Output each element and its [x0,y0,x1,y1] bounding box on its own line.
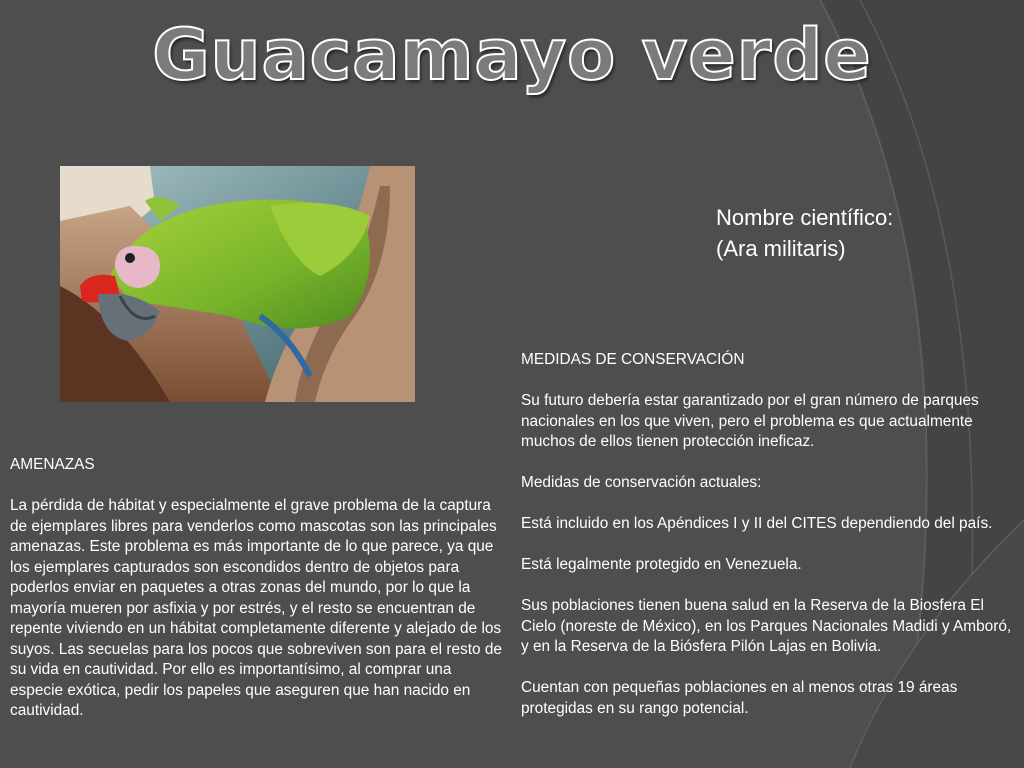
threats-body: La pérdida de hábitat y especialmente el grave problema de la captura de ejemplares libres para venderlos como mascotas son las principales amenazas. Este problema es más importante de lo que parece, ya que los ejemplares capturados son escondidos dentro de objetos para poderlos enviar en paquetes a otras zonas del mundo, por lo que la mayoría mueren por asfixia y por estrés, y el resto se encuentran de repente viviendo en un hábitat completamente diferente y alejado de los suyos. Las secuelas para los pocos que sobreviven son para el resto de su vida en cautividad. Por ello es importantísimo, al comprar una especie exótica, pedir los papeles que aseguren que han nacido en cautividad. [10,497,502,719]
conservation-paragraph-6: Cuentan con pequeñas poblaciones en al menos otras 19 áreas protegidas en su rango potencial. [521,679,958,717]
conservation-paragraph-4: Está legalmente protegido en Venezuela. [521,556,802,573]
conservation-paragraph-2: Medidas de conservación actuales: [521,474,762,491]
scientific-name [716,202,996,264]
conservation-paragraph-3: Está incluido en los Apéndices I y II del CITES dependiendo del país. [521,515,993,532]
page-title: Guacamayo verde [152,14,872,96]
macaw-image-icon [60,166,415,402]
scientific-name-value: (Ara militaris) [716,236,846,261]
conservation-section [521,350,1019,719]
threats-heading: AMENAZAS [10,456,95,473]
conservation-heading: MEDIDAS DE CONSERVACIÓN [521,351,745,368]
conservation-paragraph-5: Sus poblaciones tienen buena salud en la Reserva de la Biosfera El Cielo (noreste de México), en los Parques Nacionales Madidi y Amboró, y en la Reserva de la Biósfera Pilón Lajas en Bolivia. [521,597,1012,655]
conservation-paragraph-1: Su futuro debería estar garantizado por el gran número de parques nacionales en los que viven, pero el problema es que actualmente muchos de ellos tienen protección ineficaz. [521,392,979,450]
scientific-name-label: Nombre científico: [716,205,894,230]
macaw-photo [60,166,415,402]
threats-section [10,455,505,722]
